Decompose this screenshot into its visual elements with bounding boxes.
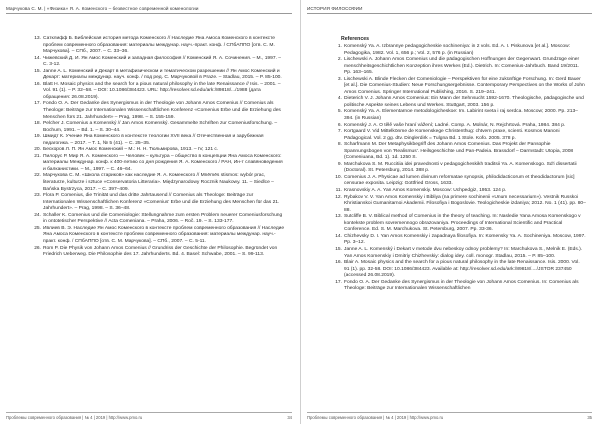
reference-item bbox=[335, 260, 586, 280]
reference-list-right bbox=[335, 44, 586, 293]
reference-number: 14. bbox=[34, 55, 41, 61]
running-head-left: Марчукова С. М. | «Физика» Я. А. Коменского – безвестное современной коменологии bbox=[6, 6, 292, 14]
reference-text: Сатклифф Б. Библейская история метода Коменского // Наследие Яна Амоса Коменского в контексте проблем современного образования: материалы междунар. науч.-практ. конф. / СПбАППО [отв. С. М. Марчукова]. – СПб., 2007. – С. 33–36. bbox=[43, 36, 276, 55]
running-head-right: ИСТОРИЯ ФИЛОСОФИИ bbox=[307, 6, 592, 14]
reference-text: Dieterich V. J. Johann Amos Comenius: Ein Mann der Sehnsucht 1592-1670. Theologische, pädagogische und politische Aspekte seines Lebens und Werkes. Stuttgart, 2003. 156 p. bbox=[344, 96, 584, 108]
reference-number: 16. bbox=[335, 260, 342, 266]
reference-number: 3. bbox=[337, 76, 342, 82]
reference-text: Pelcher J. Comenius a Komenský // Jan Amos Komenský. Gesammelte Schriften zur Comeniusforschung. – Bochum, 1991. – Bd. 1. – S. 30–44. bbox=[43, 121, 278, 133]
reference-number: 18. bbox=[34, 121, 41, 127]
reference-number: 17. bbox=[34, 101, 41, 107]
reference-text: Rybakov V. V. Yan Amos Komenskiy i Bibliya (na primere sochinenii «Unum necessarium»). Vestnik Russkoi Khristianskoi Gumanitarnoi Akademii. Filosofiya i Bogoslovie. Teologicheskie izdaniya; 2012. No. 1 (41). pp. 80–88. bbox=[344, 194, 586, 213]
reference-text: Blair A. Mosaic physics and the search for a pious natural philosophy in the late Renaissance. Isis. 2000. Vol. 91 (1). pp. 32-58. DOI: 10.1086/384423. Available at: http://resolver.sd.edu/ark:/89818/..../JSTOR 237450 (accessed 26.08.2019). bbox=[344, 260, 580, 279]
reference-item bbox=[335, 109, 586, 122]
reference-text: Rom P. Die Physik von Johann Amos Comenius // Grundriss der Geschichte der Philosophie. Begründet von Friedrich Ueberweg. Die Philosophie des 17. Jahrhunderts. Bd. 4. Basel: Schwabe, 2001. – S. 99-113. bbox=[43, 245, 278, 258]
reference-number: 13. bbox=[335, 214, 342, 220]
reference-item bbox=[34, 101, 286, 121]
reference-item bbox=[335, 195, 586, 215]
reference-item bbox=[335, 280, 586, 293]
reference-item bbox=[34, 56, 286, 69]
reference-item bbox=[335, 44, 586, 57]
reference-item bbox=[34, 213, 286, 226]
reference-number: 8. bbox=[337, 142, 342, 148]
reference-item bbox=[335, 129, 586, 142]
reference-number: 1. bbox=[337, 44, 342, 49]
right-page bbox=[300, 0, 600, 424]
reference-item bbox=[34, 226, 286, 246]
reference-list-left bbox=[34, 36, 286, 259]
reference-text: Scharfmann M. Der Metaphysikbegriff des Johann Amos Comenius. Das Projekt der Pansophie Spannungsbogen von 'Realismus'. Heilsgeschichte und Pan-Padeia. Brassdorf – Darmstadt: Utopia, 2008 (Comeniuana, Bd. 1). 1d. 1250 S. bbox=[344, 142, 574, 161]
reference-number: 2. bbox=[337, 57, 342, 63]
footer-journal-info: Проблемы современного образования | № 4 | 2019 | http://www.pmo.ru bbox=[307, 415, 444, 420]
reference-text: Lischewski A. Johann Amos Comenius und die pädagogischen Hoffnungen der Gegenwart. Grundzüge einer menschheitsgeschichtlichen Konzeption ihres Werkes (Ed.). Dietrich. In: Comenius-Jahrbuch. Band 19/2011. Pp. 163–165. bbox=[344, 57, 580, 76]
reference-text: Blatt H. Mosaic physics and the search for a pious natural philosophy in the late Renaissance // Isis. – 2001. – Vol. 91 (1). – P. 32–58. – DOI: 10.1086/384423. URL: http://resolver.sd.edu/ark:/89818/.../1988 (дата обращения: 26.08.2019). bbox=[43, 81, 281, 100]
reference-text: Шмидт К. Учение Яна Коменского в контексте теологии XVII века // Отечественная и зарубежная педагогика. – 2017. – Т. 1, № 5 (41). – С. 25–35. bbox=[43, 134, 264, 146]
reference-number: 10. bbox=[335, 174, 342, 180]
reference-text: Пилорус Р. Мир Я. А. Коменского — Человек – культура – общество в концепции Яна Амоса Коменского: материалы Междунар. конф. к 400-летию со дня рождения Я. А. Коменского / РАН, Ин-т славяноведения и балканистики. – М., 1997. – С. 46–64. bbox=[43, 153, 283, 172]
footer-right bbox=[307, 412, 592, 420]
reference-text: Kortgaard V. Vid Mittelkönme de Komenskege Christenthug: chtvern praxe, scienti. Kosmos Manoni Pädagogical. Vol. 2 gg. dtv. Dinglerdirk = Tulgna Bd. 1 Stole. Kofo. 2005. 378 p. bbox=[344, 129, 560, 141]
reference-text: Komenský J. A. O tělě vaše hraní vážení; Ladné. Comp. A. Molnár, N. Rejchrtová. Praha, 1984. 384 p. bbox=[344, 122, 566, 128]
reference-text: Chizhevsky D. I. Yan Amos Komenskiy i zapadnaya filosofiya. In: Komensky Ya. A. Sochineniya. Moscow, 1997. Pp. 3–12. bbox=[344, 233, 586, 246]
reference-text: Чижевский Д. И. Ян Амос Коменский и западная философия // Коменский Я. А. Сочинения. – М., 1997. – С. 3-12. bbox=[43, 55, 282, 68]
reference-number: 24. bbox=[34, 212, 41, 218]
reference-item bbox=[335, 214, 586, 234]
reference-item bbox=[34, 82, 286, 102]
reference-text: Fondo O. A. Der Gedanke des Synergismus in der Theologie von Johann Amos Comenius // Comenius als Theologe: Beiträge zur Internationalen Wissenschaftlichen Konferenz «Comenius Erbe und die Erziehung des Menschen fürs 21. Jahrhundert» – Prag, 1998. – S. 155-159. bbox=[43, 101, 281, 120]
reference-item bbox=[34, 246, 286, 259]
reference-text: Sutcliffe B. V. Biblical method of Comenius in the theory of teaching. In: Nasledie Yana Amosa Komenskogo v kontekste problem sovremennogo obrazovaniya. Proceedings of International Scientific and Practical Conference. Ed. S. M. Marchukova. St. Petersburg, 2007. Pp. 33-36. bbox=[344, 214, 581, 233]
reference-item bbox=[34, 193, 286, 213]
reference-text: Бескоров Л. П. Ян Амос Коменский – М.: Н. Н. Тюльмирова, 1913. – IV, 121 с. bbox=[43, 147, 219, 153]
reference-text: Janne A. L. Коменский и Декарт в метафизическом и тематическом разрешении // Ян Амос Коменский и Декарт: материалы междунар. науч. конф. / под ред. С. Марчуковой в Praze. – Stadlau, 2015. – P. 85-100. bbox=[43, 68, 282, 81]
footer-left bbox=[6, 412, 292, 420]
reference-item bbox=[34, 36, 286, 56]
reference-number: 4. bbox=[337, 96, 342, 102]
page-number: 35 bbox=[587, 415, 592, 420]
reference-text: Komenský Ya. A. Elementarnoe metodologicheskoe: Im. Labirint sveta i raj serdca. Moscow; 2000. Pp. 213–394. (in Russian) bbox=[344, 109, 578, 122]
reference-text: Krasnovskiy A. A. Yan Amos Komenskiy. Moscow: Uchpedgiz, 1953. 124 p. bbox=[344, 188, 507, 194]
reference-item bbox=[335, 247, 586, 260]
reference-text: Schaller K. Comenius und die Comeniologie: Stellungnahme zum ersten Problem neuerer Comeniusforschung in ontotetischer Perspektive // Acta Comeniana. – Praha, 2006. – Roč. 19. – S. 133-177. bbox=[43, 212, 283, 225]
reference-number: 21. bbox=[34, 153, 41, 159]
reference-number: 12. bbox=[335, 194, 342, 200]
reference-text: Flora P. Comenius, die Trinität und das dritte Jahrtausend // Comenius als Theologe: Beiträge zur Internationalen Wissenschaftlichen Konferenz «Comenius' Erbe und die Erziehung des Menschen für das 21. Jahrhundert». – Prag, 1998. – S. 36–48. bbox=[43, 193, 280, 212]
reference-item bbox=[34, 173, 286, 193]
reference-item bbox=[34, 154, 286, 174]
reference-text: Comenius J. A. Physicae ad lumen divinum reformatae synopsis, philodidacticorum et theodidactorum [sic] censurae exposita. Leipzig: Gottfried Gross, 1633. bbox=[344, 174, 575, 187]
reference-text: Марчукова С. М. «Школа стариков» как наследие Я. А. Коменского // Mnēmēs stismos: wybór prac, literaturze, kulturze i sztuce «Conservatoria Litteraria». Międzynarodowy Rocznik Naukowy. 11. – Siedlce – Bańska Bystrzyca, 2017. – C. 397–409. bbox=[43, 173, 274, 192]
reference-item bbox=[335, 142, 586, 162]
reference-number: 26. bbox=[34, 245, 41, 251]
reference-number: 23. bbox=[34, 193, 41, 199]
reference-text: Janne A. L. Komenský i Dekart v metode dvu nebeskoy odnoy problemy? In: Marchukova S., Melnik E. (Eds.). Yan Amos Komenskiy i Dmitriy Chizhevskiy: dialog idey. coll. monogr. Stadlau, 2015. – P. 85–100. bbox=[344, 246, 583, 259]
reference-number: 7. bbox=[337, 129, 342, 135]
reference-number: 15. bbox=[335, 246, 342, 252]
reference-number: 6. bbox=[337, 122, 342, 128]
reference-number: 15. bbox=[34, 68, 41, 74]
reference-item bbox=[335, 234, 586, 247]
reference-item bbox=[335, 57, 586, 77]
reference-number: 11. bbox=[335, 188, 342, 194]
reference-item bbox=[34, 69, 286, 82]
reference-number: 22. bbox=[34, 173, 41, 179]
reference-number: 25. bbox=[34, 225, 41, 231]
reference-item bbox=[34, 134, 286, 147]
reference-item bbox=[335, 96, 586, 109]
reference-item bbox=[34, 121, 286, 134]
page-number: 34 bbox=[287, 415, 292, 420]
reference-number: 9. bbox=[337, 161, 342, 167]
reference-number: 5. bbox=[337, 109, 342, 115]
footer-journal-info: Проблемы современного образования | № 4 | 2019 | http://www.pmo.ru bbox=[6, 415, 143, 420]
reference-number: 14. bbox=[335, 233, 342, 239]
reference-item bbox=[335, 162, 586, 175]
reference-text: Komenský Ya. A. Izbrannye pedagogicheskie sochineniya: in 2 vols. Ed. A. I. Piskunova [et al.]. Moscow: Pedagogika, 1982. Vol. 1, 656 p.; Vol. 2, 576 p. (in Russian) bbox=[344, 44, 570, 56]
reference-text: Fondo O. A. Der Gedanke des Synergismus in der Theologie von Johann Amos Comenius. In: Comenius als Theologe: Beiträge zur Internationalen Wissenschaftlichen bbox=[344, 279, 579, 292]
reference-item bbox=[335, 77, 586, 97]
references-heading: References bbox=[341, 36, 369, 42]
reference-number: 16. bbox=[34, 81, 41, 87]
reference-text: Marchukova S. M. Ruccitiia idei pravednosti v pedagogicheskikh traditsii Ya. A. Komenskogo. Sd'i dissertatii (Doctoral). St. Petersburg, 2014. 388 p. bbox=[344, 161, 577, 174]
reference-number: 17. bbox=[335, 279, 342, 285]
reference-number: 19. bbox=[34, 134, 41, 140]
reference-item bbox=[335, 175, 586, 188]
reference-text: Ивлиев В. Э. Наследие Ян Амос Коменского в контексте проблем современного образования // Наследие Яна Амоса Коменского в контексте проблем современного образования: материалы междунар. науч.-практ. конф. / СПбАППО [отв. С. М. Марчукова]. – СПб., 2007. – С. 5-11. bbox=[43, 225, 285, 244]
reference-text: Lischewski A. Blinde Flecken der Comeniologie – Perspektiven für eine zukünftige Forschung. In: Gerd Bauer [et al.]. Die Comenius-Studien: Neue Forschungsergebnisse. Contemporary Perspectives on the Works of John Amos Comenius. Springer International Publishing, 2016. S. 219–241. bbox=[344, 76, 585, 95]
reference-number: 13. bbox=[34, 36, 41, 41]
reference-number: 20. bbox=[34, 147, 41, 153]
